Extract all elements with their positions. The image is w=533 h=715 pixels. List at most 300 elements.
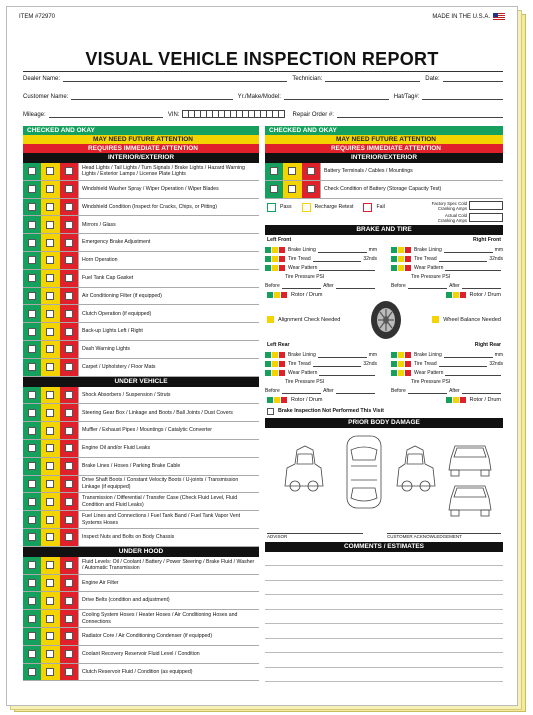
status-column-r (60, 664, 78, 681)
line-field[interactable] (439, 361, 488, 367)
status-checkbox[interactable] (65, 427, 73, 435)
status-checkbox[interactable] (28, 256, 36, 264)
status-checkbox[interactable] (46, 345, 54, 353)
status-checkbox[interactable] (65, 185, 73, 193)
status-checkbox[interactable] (46, 533, 54, 541)
status-column-g (23, 440, 41, 457)
status-column-r (60, 252, 78, 269)
status-checkbox[interactable] (46, 256, 54, 264)
status-checkbox[interactable] (307, 167, 315, 175)
comment-line[interactable] (265, 653, 503, 668)
line-field[interactable] (444, 352, 493, 358)
status-column-r (60, 199, 78, 216)
line-field[interactable] (319, 265, 375, 271)
comments-area[interactable] (265, 552, 503, 683)
status-column-r (302, 163, 320, 180)
front-rotor-row (265, 290, 503, 300)
line-field[interactable] (319, 370, 375, 376)
before-field[interactable] (408, 283, 447, 289)
status-checkbox[interactable] (46, 391, 54, 399)
color-boxes[interactable] (265, 361, 285, 367)
technician-field[interactable] (325, 74, 420, 82)
advisor-label: ADVISOR (267, 533, 288, 539)
inspection-item (23, 181, 259, 199)
advisor-signature[interactable] (267, 533, 363, 542)
status-column-r (60, 323, 78, 340)
alignment-checkbox[interactable] (267, 316, 274, 323)
inspection-item-label: Battery Terminals / Cables / Mountings (324, 168, 413, 175)
line-field[interactable] (445, 265, 501, 271)
inspection-item-label: Coolant Recovery Reservoir Fluid Level / Condition (82, 650, 200, 657)
rotor-color-boxes[interactable] (446, 397, 466, 403)
status-column-r (60, 557, 78, 574)
item-number: ITEM #72970 (19, 13, 56, 20)
line-field[interactable] (313, 361, 362, 367)
status-checkboxes (23, 610, 79, 627)
status-column-r (60, 163, 78, 180)
before-field[interactable] (408, 388, 447, 394)
status-checkboxes (23, 422, 79, 439)
wheel-balance-checkbox[interactable] (432, 316, 439, 323)
rear-right-rotor (446, 397, 501, 403)
status-checkbox[interactable] (46, 409, 54, 417)
status-checkbox[interactable] (65, 615, 73, 623)
status-checkbox[interactable] (65, 668, 73, 676)
legend-green: CHECKED AND OKAY (23, 126, 259, 135)
status-checkboxes (23, 181, 79, 198)
line-label: Wear Pattern (414, 264, 444, 271)
status-checkbox[interactable] (65, 203, 73, 211)
color-boxes[interactable] (265, 256, 285, 262)
line-label: Tire Tread (288, 360, 311, 367)
tire-pressure-label: Tire Pressure PSI (285, 378, 325, 385)
front-labels (265, 235, 503, 245)
status-checkbox[interactable] (28, 498, 36, 506)
status-checkbox[interactable] (65, 650, 73, 658)
status-checkbox[interactable] (28, 203, 36, 211)
status-checkbox[interactable] (65, 579, 73, 587)
actual-cold-label: Actual Cold Cranking Amps (437, 212, 467, 223)
inspection-item-label: Check Condition of Battery (Storage Capacity Test) (324, 185, 442, 192)
brake-tire-line (391, 246, 503, 254)
fail-checkbox[interactable] (363, 203, 372, 212)
status-checkbox[interactable] (307, 185, 315, 193)
inspection-item (23, 592, 259, 610)
status-column-g (23, 404, 41, 421)
status-checkbox[interactable] (28, 427, 36, 435)
status-checkbox[interactable] (65, 533, 73, 541)
status-checkbox[interactable] (28, 650, 36, 658)
color-boxes[interactable] (265, 370, 285, 376)
color-boxes[interactable] (265, 352, 285, 358)
unit-label: 32nds (363, 360, 377, 367)
status-checkbox[interactable] (288, 185, 296, 193)
tag-field[interactable] (422, 92, 503, 100)
status-column-g (23, 476, 41, 493)
brake-tire-line (391, 351, 503, 359)
after-label: After (323, 387, 334, 394)
status-checkbox[interactable] (46, 462, 54, 470)
factory-spec-box[interactable] (469, 201, 503, 210)
status-checkbox[interactable] (46, 292, 54, 300)
status-checkbox[interactable] (270, 167, 278, 175)
left-rear-label: Left Rear (267, 341, 290, 348)
before-label: Before (391, 282, 406, 289)
vin-boxes[interactable] (183, 110, 285, 118)
status-checkbox[interactable] (65, 516, 73, 524)
status-checkbox[interactable] (46, 579, 54, 587)
alignment-label: Alignment Check Needed (278, 316, 341, 323)
status-checkboxes (265, 163, 321, 180)
status-checkbox[interactable] (28, 409, 36, 417)
status-checkbox[interactable] (28, 579, 36, 587)
status-column-g (23, 458, 41, 475)
status-checkbox[interactable] (28, 274, 36, 282)
after-field[interactable] (462, 388, 501, 394)
vin-label: VIN: (167, 112, 180, 118)
brake-tire-line (391, 264, 503, 272)
color-boxes[interactable] (391, 361, 411, 367)
status-checkbox[interactable] (65, 444, 73, 452)
status-column-g (23, 270, 41, 287)
line-field[interactable] (445, 370, 501, 376)
under-hood-list (23, 557, 259, 682)
inspection-item (23, 422, 259, 440)
legend-yellow-right: MAY NEED FUTURE ATTENTION (265, 135, 503, 144)
recharge-checkbox[interactable] (302, 203, 311, 212)
rotor-color-boxes[interactable] (267, 292, 287, 298)
mileage-field[interactable] (49, 110, 163, 118)
status-checkboxes (23, 664, 79, 681)
line-field[interactable] (313, 256, 362, 262)
unit-label: 32nds (489, 255, 503, 262)
vehicle-field[interactable] (284, 92, 389, 100)
status-checkboxes (23, 234, 79, 251)
status-column-r (60, 476, 78, 493)
dealer-field[interactable] (63, 74, 287, 82)
status-checkbox[interactable] (65, 391, 73, 399)
dealer-row (23, 71, 503, 82)
status-checkbox[interactable] (28, 221, 36, 229)
inspection-item-label: Muffler / Exhaust Pipes / Mountings / Catalytic Converter (82, 427, 212, 434)
status-column-r (60, 341, 78, 358)
status-checkbox[interactable] (65, 239, 73, 247)
tire-pressure-label: Tire Pressure PSI (285, 273, 325, 280)
after-field[interactable] (336, 388, 375, 394)
inspection-item (23, 646, 259, 664)
right-front-block (391, 245, 503, 290)
status-checkboxes (23, 628, 79, 645)
status-checkbox[interactable] (65, 480, 73, 488)
right-rear-label: Right Rear (474, 341, 501, 348)
status-column-g (23, 387, 41, 404)
inspection-item (265, 181, 503, 199)
status-checkbox[interactable] (46, 167, 54, 175)
comment-line[interactable] (265, 624, 503, 639)
status-checkbox[interactable] (28, 239, 36, 247)
comment-line[interactable] (265, 639, 503, 654)
status-checkbox[interactable] (46, 185, 54, 193)
status-column-r (60, 288, 78, 305)
status-checkbox[interactable] (46, 427, 54, 435)
status-checkbox[interactable] (46, 516, 54, 524)
not-performed-checkbox[interactable] (267, 408, 274, 415)
comment-line[interactable] (265, 566, 503, 581)
status-checkbox[interactable] (46, 480, 54, 488)
color-boxes[interactable] (391, 370, 411, 376)
status-checkbox[interactable] (28, 363, 36, 371)
status-checkbox[interactable] (46, 221, 54, 229)
status-column-r (60, 610, 78, 627)
status-column-g (23, 323, 41, 340)
status-column-y (41, 529, 59, 546)
inspection-item-label: Cooling System Hoses / Heater Hoses / Air Conditioning Hoses and Connections (82, 612, 238, 625)
status-checkbox[interactable] (65, 409, 73, 417)
status-checkbox[interactable] (28, 668, 36, 676)
color-boxes[interactable] (265, 247, 285, 253)
line-field[interactable] (444, 247, 493, 253)
status-checkbox[interactable] (46, 615, 54, 623)
status-checkbox[interactable] (46, 498, 54, 506)
tire-icon (366, 300, 406, 340)
date-field[interactable] (443, 74, 503, 82)
status-column-g (265, 163, 283, 180)
unit-label: mm (494, 246, 503, 253)
status-column-g (23, 163, 41, 180)
status-checkbox[interactable] (28, 632, 36, 640)
status-checkbox[interactable] (65, 363, 73, 371)
inspection-item-label: Steering Gear Box / Linkage and Boots / Ball Joints / Dust Covers (82, 409, 233, 416)
page-title: VISUAL VEHICLE INSPECTION REPORT (85, 49, 439, 69)
not-performed-row (267, 408, 501, 415)
status-checkbox[interactable] (46, 444, 54, 452)
inspection-item-label: Windshield Washer Spray / Wiper Operation / Wiper Blades (82, 185, 219, 192)
status-checkbox[interactable] (65, 345, 73, 353)
status-checkbox[interactable] (65, 632, 73, 640)
status-column-y (41, 305, 59, 322)
status-checkbox[interactable] (46, 597, 54, 605)
status-checkbox[interactable] (28, 561, 36, 569)
brake-tire-header: BRAKE AND TIRE (265, 225, 503, 235)
line-label: Wear Pattern (414, 369, 444, 376)
inspection-item-label: Dash Warning Lights (82, 346, 130, 353)
rotor-color-boxes[interactable] (446, 292, 466, 298)
vin-char-box[interactable] (278, 110, 285, 118)
unit-label: 32nds (363, 255, 377, 262)
unit-label: 32nds (489, 360, 503, 367)
inspection-item (23, 440, 259, 458)
line-label: Brake Lining (288, 246, 316, 253)
status-checkbox[interactable] (65, 292, 73, 300)
status-checkbox[interactable] (28, 328, 36, 336)
status-column-g (23, 511, 41, 528)
before-label: Before (265, 387, 280, 394)
status-checkboxes (23, 592, 79, 609)
inspection-item-label: Clutch Reservoir Fluid / Condition (as equipped) (82, 668, 193, 675)
pass-checkbox[interactable] (267, 203, 276, 212)
line-field[interactable] (318, 247, 367, 253)
status-checkbox[interactable] (28, 167, 36, 175)
inspection-item-label: Carpet / Upholstery / Floor Mats (82, 363, 156, 370)
status-checkboxes (23, 458, 79, 475)
legend-yellow: MAY NEED FUTURE ATTENTION (23, 135, 259, 144)
rotor-color-boxes[interactable] (267, 397, 287, 403)
status-checkbox[interactable] (28, 185, 36, 193)
body-damage-header: PRIOR BODY DAMAGE (265, 418, 503, 428)
car-diagram[interactable] (265, 428, 503, 532)
status-checkbox[interactable] (46, 668, 54, 676)
inspection-item (23, 529, 259, 547)
status-column-r (60, 216, 78, 233)
comment-line[interactable] (265, 595, 503, 610)
line-label: Tire Tread (288, 255, 311, 262)
status-checkbox[interactable] (28, 533, 36, 541)
status-checkbox[interactable] (28, 310, 36, 318)
status-column-y (41, 341, 59, 358)
before-field[interactable] (282, 388, 321, 394)
repair-order-label: Repair Order #: (292, 112, 334, 118)
status-checkboxes (23, 387, 79, 404)
status-checkbox[interactable] (65, 221, 73, 229)
status-column-y (41, 646, 59, 663)
status-checkbox[interactable] (28, 462, 36, 470)
status-checkboxes (23, 163, 79, 180)
status-column-g (23, 557, 41, 574)
status-checkboxes (23, 476, 79, 493)
color-boxes[interactable] (391, 265, 411, 271)
status-column-y (41, 323, 59, 340)
status-checkbox[interactable] (46, 650, 54, 658)
color-boxes[interactable] (391, 256, 411, 262)
status-checkboxes (23, 199, 79, 216)
status-checkbox[interactable] (65, 310, 73, 318)
status-column-y (41, 252, 59, 269)
status-checkbox[interactable] (65, 167, 73, 175)
status-checkbox[interactable] (28, 292, 36, 300)
comment-line[interactable] (265, 552, 503, 567)
brake-tire-line (265, 255, 377, 263)
status-checkbox[interactable] (28, 480, 36, 488)
status-checkbox[interactable] (65, 498, 73, 506)
status-checkboxes (23, 270, 79, 287)
repair-order-field[interactable] (337, 110, 503, 118)
comment-line[interactable] (265, 610, 503, 625)
after-label: After (449, 387, 460, 394)
color-boxes[interactable] (265, 265, 285, 271)
customer-signature[interactable] (387, 533, 501, 542)
status-column-g (23, 422, 41, 439)
before-after-row (265, 387, 377, 395)
line-label: Wear Pattern (288, 369, 318, 376)
status-column-r (60, 387, 78, 404)
status-column-y (41, 557, 59, 574)
brake-tire-line (265, 264, 377, 272)
tire-pressure-label: Tire Pressure PSI (411, 273, 451, 280)
status-checkbox[interactable] (28, 516, 36, 524)
status-checkbox[interactable] (28, 444, 36, 452)
line-label: Brake Lining (288, 351, 316, 358)
status-checkbox[interactable] (46, 203, 54, 211)
actual-cold-box[interactable] (469, 213, 503, 222)
comments-header: COMMENTS / ESTIMATES (265, 542, 503, 552)
status-checkbox[interactable] (46, 561, 54, 569)
inspection-item (23, 664, 259, 682)
color-boxes[interactable] (391, 352, 411, 358)
after-field[interactable] (462, 283, 501, 289)
status-checkbox[interactable] (65, 274, 73, 282)
status-column-g (23, 575, 41, 592)
inspection-item-label: Engine Air Filter (82, 579, 119, 586)
status-checkbox[interactable] (65, 597, 73, 605)
status-column-y (41, 270, 59, 287)
rotor-drum-label: Rotor / Drum (291, 291, 323, 298)
status-checkbox[interactable] (46, 363, 54, 371)
color-boxes[interactable] (391, 247, 411, 253)
battery-results (267, 203, 385, 212)
brake-tire-line (265, 360, 377, 368)
inspection-form (6, 6, 518, 706)
line-field[interactable] (439, 256, 488, 262)
status-checkbox[interactable] (65, 256, 73, 264)
comment-line[interactable] (265, 668, 503, 683)
fail-label: Fail (376, 204, 385, 211)
status-checkbox[interactable] (65, 328, 73, 336)
line-label: Brake Lining (414, 246, 442, 253)
line-field[interactable] (318, 352, 367, 358)
inspection-item-label: Drive Belts (condition and adjustment) (82, 597, 170, 604)
status-column-y (41, 493, 59, 510)
status-column-g (23, 529, 41, 546)
status-checkbox[interactable] (65, 462, 73, 470)
status-checkbox[interactable] (28, 615, 36, 623)
status-column-r (60, 234, 78, 251)
status-column-y (41, 575, 59, 592)
interior-list (23, 163, 259, 377)
status-column-y (41, 592, 59, 609)
status-checkboxes (23, 493, 79, 510)
status-checkbox[interactable] (46, 274, 54, 282)
comment-line[interactable] (265, 581, 503, 596)
status-checkbox[interactable] (65, 561, 73, 569)
status-column-y (41, 359, 59, 376)
inspection-item (23, 359, 259, 377)
status-checkbox[interactable] (28, 597, 36, 605)
status-checkbox[interactable] (270, 185, 278, 193)
before-field[interactable] (282, 283, 321, 289)
status-checkbox[interactable] (28, 391, 36, 399)
status-checkbox[interactable] (46, 239, 54, 247)
status-checkbox[interactable] (28, 345, 36, 353)
left-front-label: Left Front (267, 236, 292, 243)
status-checkbox[interactable] (46, 310, 54, 318)
under-vehicle-header: UNDER VEHICLE (23, 377, 259, 387)
status-checkbox[interactable] (46, 328, 54, 336)
customer-field[interactable] (71, 92, 232, 100)
inspection-item-label: Brake Lines / Hoses / Parking Brake Cable (82, 462, 181, 469)
status-checkboxes (23, 646, 79, 663)
status-column-g (23, 199, 41, 216)
status-checkbox[interactable] (288, 167, 296, 175)
tire-pressure-label: Tire Pressure PSI (411, 378, 451, 385)
status-checkbox[interactable] (46, 632, 54, 640)
status-column-g (23, 181, 41, 198)
inspection-item-label: Fluid Levels: Oil / Coolant / Battery / Power Steering / Brake Fluid / Washer / Automatic Transmission (82, 558, 255, 572)
inspection-item-label: Radiator Core / Air Conditioning Condenser (if equipped) (82, 633, 213, 640)
after-field[interactable] (336, 283, 375, 289)
inspection-item-label: Clutch Operation (if equipped) (82, 310, 152, 317)
inspection-item (23, 458, 259, 476)
alignment-check (267, 316, 340, 323)
